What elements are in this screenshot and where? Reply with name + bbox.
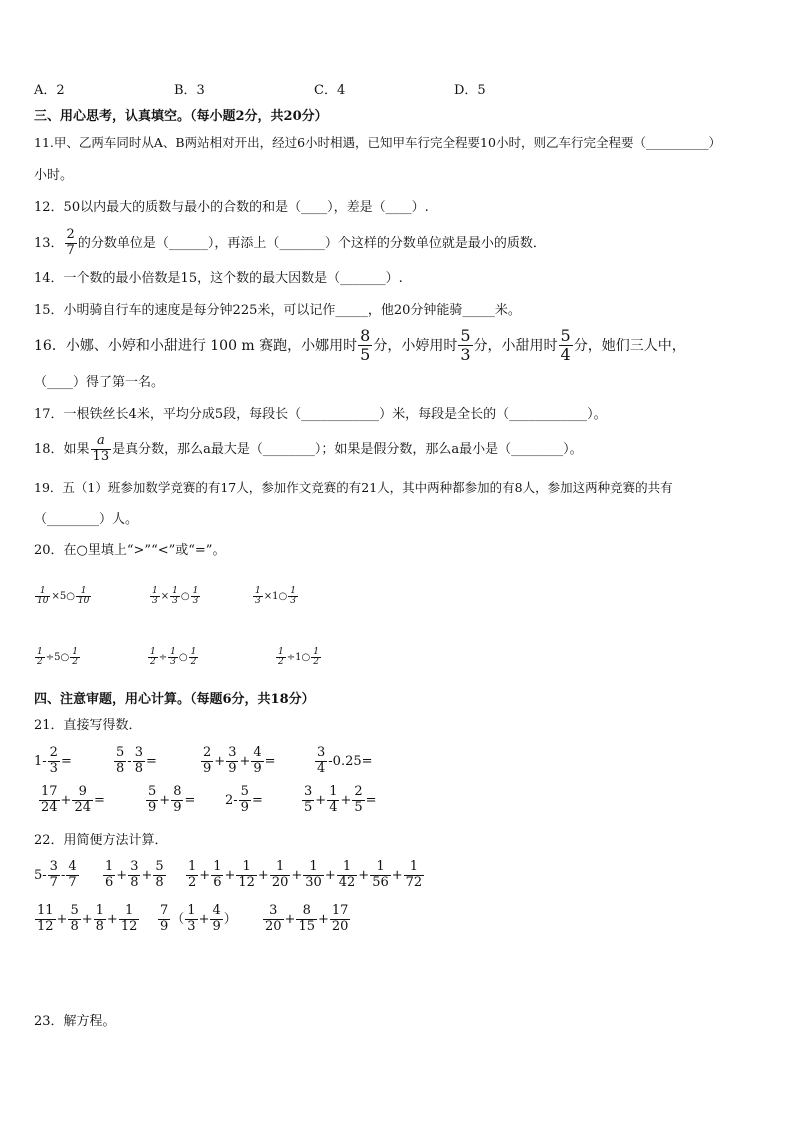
- q20-i1-a: 1: [39, 586, 46, 596]
- q22-e3-d1: 2: [188, 874, 197, 890]
- q22-e2-frac-2: [128, 860, 140, 891]
- q20-i5-d: 2: [190, 657, 197, 668]
- question-11-line2: 小时。: [34, 168, 74, 183]
- q16-part3: 分，小甜用时: [473, 337, 558, 354]
- q21-r2-1-mid: +: [60, 792, 72, 808]
- q21-r2-1-n: 17: [41, 784, 58, 799]
- q22-e3-frac-1: [186, 860, 198, 891]
- q20-i4-c: 1: [72, 647, 78, 657]
- q21-r1-2-n2: 3: [134, 745, 143, 760]
- q21-r1-2-frac-a: [114, 746, 126, 777]
- q22-e3-d8: 72: [405, 874, 423, 890]
- q22-e6-frac-3: [330, 904, 351, 935]
- q20-i6-c: 1: [313, 647, 319, 657]
- q21-r1-3-d3: 9: [253, 760, 262, 776]
- q22-e3-d7: 56: [372, 874, 389, 890]
- q16-part1: 16．小娜、小婷和小甜进行 100 m 赛跑，小娜用时: [34, 337, 358, 354]
- q22-e5-d1: 9: [160, 918, 169, 934]
- q21-r1-3-n2: 3: [228, 745, 237, 760]
- q20-i5-f: 3: [170, 657, 176, 668]
- q22-e5-op2: +: [198, 911, 210, 927]
- q22-e6-n2: 8: [302, 903, 311, 918]
- q21-r2-4-d: 5: [304, 799, 313, 815]
- q20-i5-frac-c: [189, 648, 199, 668]
- q22-e3-n2: 1: [213, 859, 222, 874]
- option-c: C．4: [314, 83, 346, 98]
- q16-f3-den: 4: [560, 345, 571, 365]
- option-b: B．3: [174, 83, 205, 98]
- q22-e3-d4: 20: [271, 874, 289, 890]
- q20-i5-a: 1: [150, 647, 156, 657]
- q16-f3-num: 5: [560, 326, 571, 345]
- q22-e2-d1: 6: [105, 874, 114, 890]
- q22-e4-frac-4: [119, 904, 140, 935]
- q16-part4: 分，她们三人中，: [573, 337, 686, 354]
- q21-r2-2-d2: 9: [173, 799, 182, 815]
- q22-e4-d4: 12: [120, 918, 138, 934]
- question-12: 12．50以内最大的质数与最小的合数的和是（____），差是（____）.: [34, 200, 429, 215]
- q20-i3-c: 1: [290, 586, 296, 596]
- q22-e1-d1: 7: [49, 874, 58, 890]
- q20-i2-frac-a: [150, 587, 160, 607]
- q20-i6-a: 1: [278, 647, 284, 657]
- q21-r1-4-post: -0.25=: [328, 753, 373, 769]
- q16-fraction-2: [458, 327, 472, 365]
- q21-r2-1-frac-a: [39, 785, 60, 816]
- q22-e4-d2: 8: [70, 918, 79, 934]
- q21-r1-3-d: 9: [203, 760, 212, 776]
- q22-e4-n3: 1: [95, 903, 104, 918]
- q21-r2-3-d: 9: [240, 799, 249, 815]
- q20-i1-b: 10: [37, 596, 49, 607]
- q21-r1-4-n: 3: [317, 745, 326, 760]
- q21-r2-item-2: [145, 785, 195, 816]
- q22-expr-2: [102, 860, 167, 891]
- q22-e6-d1: 20: [265, 918, 282, 934]
- q21-r2-item-3: [225, 785, 263, 816]
- q22-e4-n4: 1: [124, 903, 134, 918]
- q21-r2-4-n3: 2: [354, 784, 363, 799]
- q22-e3-frac-4: [270, 860, 291, 891]
- question-19-line2: （________）人。: [34, 512, 139, 527]
- q21-r2-3-n: 5: [240, 784, 249, 799]
- q20-i2-c: 1: [192, 586, 199, 596]
- q20-i3-a: 1: [255, 586, 261, 596]
- q21-r1-1-n: 2: [49, 745, 58, 760]
- q22-e4-frac-1: [35, 904, 56, 935]
- q21-r1-4-d: 4: [317, 760, 326, 776]
- q22-e5-frac-2: [185, 904, 197, 935]
- q22-e6-n3: 17: [331, 903, 349, 918]
- q21-r2-3-frac: [239, 785, 251, 816]
- q21-r2-item-4: [301, 785, 377, 816]
- q20-i4-d: 2: [72, 657, 78, 668]
- q21-r1-3-frac-b: [226, 746, 238, 777]
- q21-r1-3-frac-a: [201, 746, 213, 777]
- q21-r1-3-d2: 9: [228, 760, 237, 776]
- q20-i5-frac-e: [168, 648, 178, 668]
- q21-r1-2-post: =: [145, 753, 157, 769]
- q22-e4-op3: +: [106, 911, 118, 927]
- q13-den: 7: [66, 242, 75, 258]
- q22-e4-d1: 12: [37, 918, 54, 934]
- q22-e3-d6: 42: [338, 874, 356, 890]
- q22-e3-d2: 6: [213, 874, 222, 890]
- q20-item-6: [275, 648, 322, 668]
- q20-i2-e: 1: [172, 586, 178, 596]
- q22-e3-d3: 12: [238, 874, 255, 890]
- q21-r2-2-frac-a: [146, 785, 158, 816]
- q20-i4-mid: ÷5○: [45, 651, 70, 663]
- q21-r1-1-frac: [48, 746, 60, 777]
- q22-e5-op1: （: [171, 911, 185, 927]
- q22-e4-op2: +: [81, 911, 93, 927]
- q22-e3-op1: +: [199, 867, 211, 883]
- q22-expr-1: [34, 860, 80, 891]
- q22-e3-op6: +: [358, 867, 370, 883]
- q20-item-3: [252, 587, 299, 607]
- q20-i3-frac-a: [253, 587, 263, 607]
- q22-e3-n1: 1: [188, 859, 197, 874]
- q21-r1-item-4: [314, 746, 373, 777]
- q22-e3-n4: 1: [275, 859, 285, 874]
- q22-e1-frac-2: [66, 860, 78, 891]
- q22-e3-frac-5: [303, 860, 324, 891]
- q20-i1-frac-a: [35, 587, 50, 607]
- q21-r1-item-1: [34, 746, 72, 777]
- question-16-line2: （____）得了第一名。: [34, 375, 165, 390]
- q21-r2-2-d: 9: [148, 799, 157, 815]
- q22-e3-n5: 1: [309, 859, 318, 874]
- q22-e4-op1: +: [56, 911, 68, 927]
- q22-e4-frac-3: [94, 904, 106, 935]
- q18-suffix: 是真分数，那么a最大是（________）；如果是假分数，那么a最小是（________）。: [112, 441, 583, 457]
- q22-e2-n2: 3: [130, 859, 139, 874]
- q22-e2-frac-3: [153, 860, 165, 891]
- q20-i6-mid: ÷1○: [286, 651, 311, 663]
- q20-i5-frac-a: [148, 648, 158, 668]
- q22-e4-n1: 11: [37, 903, 54, 918]
- q22-e4-d3: 8: [95, 918, 104, 934]
- q21-r2-4-frac-c: [352, 785, 364, 816]
- q20-i5-e: 1: [170, 647, 176, 657]
- q21-r2-1-post: =: [94, 792, 105, 808]
- q20-i2-b: 3: [152, 596, 158, 607]
- q22-e3-n7: 1: [376, 859, 385, 874]
- q22-e3-op2: +: [224, 867, 236, 883]
- q21-r2-1-d2: 24: [74, 799, 91, 815]
- option-d: D．5: [454, 83, 486, 98]
- q21-r2-3-post: =: [251, 792, 263, 808]
- q21-r1-2-mid: -: [127, 753, 132, 769]
- q20-i2-mid2: ○: [180, 590, 190, 602]
- q20-i3-frac-c: [288, 587, 298, 607]
- q21-r1-2-frac-b: [133, 746, 145, 777]
- q20-i3-b: 3: [255, 596, 261, 607]
- q20-i3-d: 3: [290, 596, 296, 607]
- q22-e1-d2: 7: [68, 874, 77, 890]
- q20-i2-mid: ×: [160, 590, 170, 602]
- q22-e3-frac-2: [211, 860, 223, 891]
- q21-r2-2-mid: +: [159, 792, 171, 808]
- q20-i2-f: 3: [172, 596, 178, 607]
- q21-r2-1-n2: 9: [78, 784, 87, 799]
- q21-r1-1-pre: 1-: [34, 753, 47, 769]
- q22-e3-n3: 1: [242, 859, 251, 874]
- q21-r2-2-n2: 8: [173, 784, 182, 799]
- q20-i2-a: 1: [152, 586, 158, 596]
- question-13: [34, 228, 546, 259]
- q22-e6-op1: +: [284, 911, 296, 927]
- q20-i1-frac-c: [76, 587, 91, 607]
- question-22-title: 22．用简便方法计算．: [34, 833, 168, 848]
- q20-item-4: [34, 648, 81, 668]
- q20-i6-frac-c: [311, 648, 321, 668]
- q21-r1-2-n: 5: [116, 745, 125, 760]
- q22-e3-n6: 1: [342, 859, 352, 874]
- q22-e5-d2: 3: [187, 918, 196, 934]
- q22-e2-d2: 8: [130, 874, 139, 890]
- q21-r2-4-post: =: [365, 792, 377, 808]
- q20-i6-frac-a: [276, 648, 286, 668]
- question-20-title: 20．在○里填上“>”“<”或“=”。: [34, 543, 226, 558]
- q22-e6-n1: 3: [269, 903, 278, 918]
- q21-r1-3-post: =: [264, 753, 276, 769]
- q21-r2-4-n2: 1: [329, 784, 338, 799]
- q21-r2-1-frac-b: [72, 785, 93, 816]
- q20-i6-b: 2: [278, 657, 284, 668]
- q20-i1-c: 1: [80, 586, 87, 596]
- q21-r2-2-n: 5: [148, 784, 157, 799]
- q22-e2-op1: +: [116, 867, 128, 883]
- q21-r1-3-mid: +: [214, 753, 226, 769]
- q20-item-2: [149, 587, 201, 607]
- q22-e5-n1: 7: [160, 903, 169, 918]
- q20-i3-mid: ×1○: [263, 590, 288, 602]
- q22-e5-frac-1: [158, 904, 170, 935]
- q21-r2-item-1: [38, 785, 105, 816]
- q21-r1-3-mid2: +: [239, 753, 251, 769]
- question-18: [34, 434, 583, 465]
- q13-fraction: [65, 228, 77, 259]
- section-3-heading: 三、用心思考，认真填空。（每小题2分，共20分）: [34, 109, 328, 124]
- q22-e2-n3: 5: [155, 859, 164, 874]
- q13-suffix: 的分数单位是（______），再添上（_______）个这样的分数单位就是最小的质数．: [77, 235, 546, 251]
- q22-e6-frac-1: [263, 904, 284, 935]
- q22-e3-op5: +: [324, 867, 336, 883]
- q22-e3-n8: 1: [409, 859, 419, 874]
- q22-e3-d5: 30: [305, 874, 322, 890]
- question-14: 14．一个数的最小倍数是15，这个数的最大因数是（_______）.: [34, 271, 403, 286]
- q21-r1-3-n3: 4: [253, 745, 262, 760]
- q22-e5-n2: 1: [187, 903, 196, 918]
- section-4-heading: 四、注意审题，用心计算。（每题6分，共18分）: [34, 692, 315, 707]
- q20-i5-mid: ÷: [158, 651, 168, 663]
- q21-r2-2-frac-b: [171, 785, 183, 816]
- q20-i2-frac-c: [191, 587, 201, 607]
- q22-e5-close: ）: [223, 911, 237, 927]
- q22-e3-op4: +: [291, 867, 303, 883]
- q21-r1-item-2: [113, 746, 157, 777]
- q21-r1-2-d: 8: [116, 760, 125, 776]
- q13-prefix: 13．: [34, 235, 64, 251]
- question-11-line1: 11.甲、乙两车同时从A、B两站相对开出，经过6小时相遇，已知甲车行完全程要10小时，则乙车行完全程要（__________）: [34, 135, 721, 150]
- q22-e6-d2: 15: [298, 918, 315, 934]
- q22-e6-op2: +: [318, 911, 329, 927]
- q22-e3-op3: +: [257, 867, 269, 883]
- q18-prefix: 18．如果: [34, 441, 90, 457]
- q21-r2-4-frac-a: [302, 785, 314, 816]
- q22-e3-frac-3: [236, 860, 257, 891]
- q16-f2-den: 3: [460, 345, 471, 365]
- q16-f1-num: 8: [360, 326, 371, 345]
- q22-expr-4: [34, 904, 140, 935]
- q20-i5-b: 2: [150, 657, 156, 668]
- q22-e1-pre: 5-: [34, 867, 47, 883]
- q20-i2-d: 3: [192, 596, 199, 607]
- q22-e5-n3: 4: [212, 903, 221, 918]
- q18-num: a: [96, 433, 105, 448]
- q22-e4-n2: 5: [70, 903, 79, 918]
- q22-e2-d3: 8: [155, 874, 164, 890]
- q21-r1-3-n: 2: [203, 745, 212, 760]
- q22-e2-frac-1: [103, 860, 115, 891]
- q16-part2: 分，小婷用时: [373, 337, 458, 354]
- q16-fraction-1: [358, 327, 372, 365]
- question-21-title: 21．直接写得数．: [34, 718, 142, 733]
- q21-r2-4-frac-b: [327, 785, 339, 816]
- q21-r2-1-d: 24: [41, 799, 58, 815]
- q21-r2-4-mid2: +: [340, 792, 352, 808]
- question-15: 15．小明骑自行车的速度是每分钟225米，可以记作_____，他20分钟能骑_____米。: [34, 303, 521, 318]
- q22-e6-frac-2: [296, 904, 317, 935]
- q21-r2-3-pre: 2-: [225, 792, 238, 808]
- q20-item-1: [34, 587, 92, 607]
- q22-e5-frac-3: [210, 904, 222, 935]
- q22-e3-op7: +: [391, 867, 403, 883]
- q21-r1-2-d2: 8: [134, 760, 143, 776]
- q21-r2-2-post: =: [184, 792, 196, 808]
- q16-f1-den: 5: [360, 345, 371, 365]
- q20-i6-d: 2: [313, 657, 319, 668]
- q20-i2-frac-e: [170, 587, 180, 607]
- q21-r1-item-3: [200, 746, 276, 777]
- q21-r1-1-d: 3: [49, 760, 58, 776]
- q22-e1-n2: 4: [68, 859, 77, 874]
- q22-e1-n1: 3: [49, 859, 58, 874]
- q20-i5-c: 1: [190, 647, 197, 657]
- q21-r2-4-n: 3: [304, 784, 313, 799]
- question-16-line1: [34, 327, 686, 365]
- q21-r1-4-frac: [315, 746, 327, 777]
- q22-e2-op2: +: [141, 867, 153, 883]
- q20-i4-b: 2: [37, 657, 43, 668]
- q20-i4-a: 1: [37, 647, 43, 657]
- q20-i5-mid2: ○: [178, 651, 188, 663]
- q22-e2-n1: 1: [105, 859, 114, 874]
- question-17: 17．一根铁丝长4米，平均分成5段，每段长（____________）米，每段是全长的（____________）。: [34, 407, 607, 422]
- q20-i4-frac-a: [35, 648, 45, 668]
- q21-r2-4-d2: 4: [329, 799, 338, 815]
- q22-e3-frac-7: [370, 860, 391, 891]
- option-a: A．2: [34, 83, 65, 98]
- q22-e5-d3: 9: [212, 918, 221, 934]
- q22-expr-3: [185, 860, 425, 891]
- q16-f2-num: 5: [460, 326, 471, 345]
- q22-e3-frac-6: [337, 860, 358, 891]
- q20-i1-d: 10: [77, 596, 90, 607]
- question-23-title: 23．解方程。: [34, 1014, 116, 1029]
- question-19-line1: 19．五（1）班参加数学竞赛的有17人，参加作文竞赛的有21人，其中两种都参加的有8人，参加这两种竞赛的共有: [34, 480, 673, 495]
- q20-i4-frac-c: [70, 648, 80, 668]
- q20-item-5: [147, 648, 199, 668]
- q22-e6-d3: 20: [331, 918, 349, 934]
- q18-fraction: [91, 434, 112, 465]
- q21-r2-4-d3: 5: [354, 799, 363, 815]
- q13-num: 2: [66, 227, 75, 242]
- q22-e3-frac-8: [404, 860, 425, 891]
- q21-r1-3-frac-c: [251, 746, 263, 777]
- q21-r1-1-post: =: [60, 753, 72, 769]
- q22-e4-frac-2: [68, 904, 80, 935]
- q22-e1-op1: -: [60, 867, 66, 883]
- q22-expr-6: [262, 904, 351, 935]
- q18-den: 13: [92, 448, 110, 464]
- q16-fraction-3: [559, 327, 573, 365]
- q21-r2-4-mid: +: [315, 792, 327, 808]
- q22-expr-5: [157, 904, 237, 935]
- q22-e1-frac-1: [48, 860, 60, 891]
- q20-i1-mid: ×5○: [51, 590, 75, 602]
